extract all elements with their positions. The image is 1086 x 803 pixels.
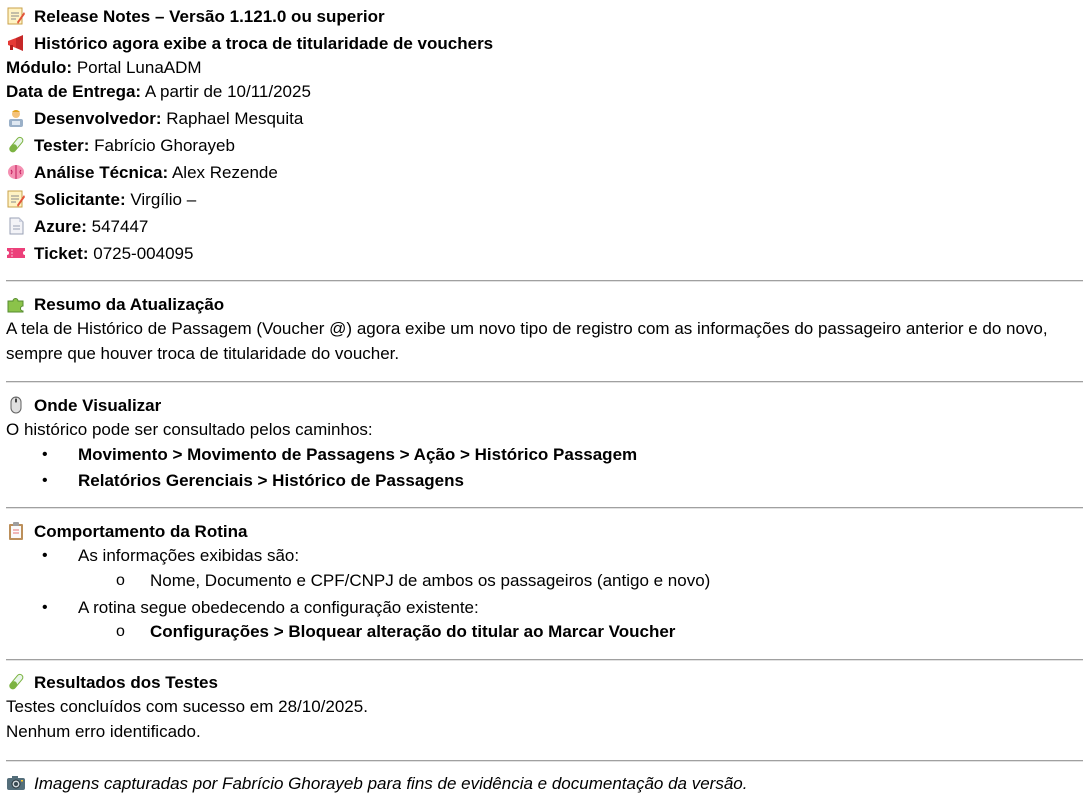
azure-value: 547447 — [91, 217, 149, 236]
ticket-value: 0725-004095 — [93, 244, 194, 263]
delivery-line — [6, 80, 311, 104]
summary-text: A tela de Histórico de Passagem (Voucher @) agora exibe um novo tipo de registro com as informações do passageiro anterior e do novo, sempre que houver troca de titularidade do voucher. — [6, 319, 1048, 363]
path-item-2: Relatórios Gerenciais > Histórico de Passagens — [78, 471, 464, 490]
test-tube-icon — [6, 135, 26, 155]
delivery-value: A partir de 10/11/2025 — [144, 82, 311, 101]
module-value: Portal LunaADM — [76, 58, 202, 77]
analysis-line — [6, 161, 278, 185]
tester-label: Tester: — [34, 136, 90, 155]
ticket-label: Ticket: — [34, 244, 89, 263]
tester-line — [6, 134, 235, 158]
bullet: • — [42, 472, 48, 489]
bullet: • — [42, 599, 48, 616]
where-heading-text: Onde Visualizar — [34, 396, 162, 415]
module-line — [6, 56, 202, 80]
path-item-1: Movimento > Movimento de Passagens > Ação > Histórico Passagem — [78, 445, 638, 464]
puzzle-icon — [6, 294, 26, 314]
footer-note: Imagens capturadas por Fabrício Ghorayeb para fins de evidência e documentação da versão. — [34, 774, 748, 793]
announcement-line — [6, 32, 493, 56]
azure-line — [6, 215, 148, 239]
analysis-value: Alex Rezende — [171, 163, 278, 182]
divider — [6, 760, 1083, 762]
clipboard-icon — [6, 521, 26, 541]
divider — [6, 381, 1083, 383]
requester-value: Virgílio – — [130, 190, 197, 209]
tests-line-2: Nenhum erro identificado. — [6, 722, 201, 741]
where-intro: O histórico pode ser consultado pelos caminhos: — [6, 420, 373, 439]
sub-bullet: o — [116, 623, 125, 640]
summary-heading-text: Resumo da Atualização — [34, 295, 225, 314]
behavior-item-2: A rotina segue obedecendo a configuração existente: — [78, 598, 479, 617]
footer-note-line — [6, 772, 747, 796]
divider — [6, 280, 1083, 282]
divider — [6, 659, 1083, 661]
tester-value: Fabrício Ghorayeb — [94, 136, 235, 155]
memo-icon — [6, 6, 26, 26]
bullet: • — [42, 547, 48, 564]
camera-icon — [6, 773, 26, 793]
where-heading — [6, 394, 161, 418]
divider — [6, 507, 1083, 509]
behavior-item-1-sub: Nome, Documento e CPF/CNPJ de ambos os passageiros (antigo e novo) — [150, 571, 711, 590]
module-label: Módulo: — [6, 58, 73, 77]
memo-icon — [6, 189, 26, 209]
sub-bullet: o — [116, 572, 125, 589]
ticket-icon — [6, 243, 26, 263]
behavior-heading — [6, 520, 247, 544]
test-tube-icon — [6, 672, 26, 692]
page-title: Release Notes – Versão 1.121.0 ou superior — [34, 7, 385, 26]
developer-icon — [6, 108, 26, 128]
behavior-heading-text: Comportamento da Rotina — [34, 522, 248, 541]
ticket-line — [6, 242, 193, 266]
brain-icon — [6, 162, 26, 182]
requester-label: Solicitante: — [34, 190, 126, 209]
behavior-item-1: As informações exibidas são: — [78, 546, 300, 565]
title-line — [6, 5, 385, 29]
delivery-label: Data de Entrega: — [6, 82, 142, 101]
azure-label: Azure: — [34, 217, 87, 236]
developer-value: Raphael Mesquita — [166, 109, 304, 128]
analysis-label: Análise Técnica: — [34, 163, 169, 182]
tests-line-1: Testes concluídos com sucesso em 28/10/2025. — [6, 697, 368, 716]
bullet: • — [42, 446, 48, 463]
megaphone-icon — [6, 33, 26, 53]
tests-heading-text: Resultados dos Testes — [34, 673, 218, 692]
requester-line — [6, 188, 196, 212]
announcement-text: Histórico agora exibe a troca de titularidade de vouchers — [34, 34, 494, 53]
developer-line — [6, 107, 303, 131]
developer-label: Desenvolvedor: — [34, 109, 162, 128]
tests-heading — [6, 671, 218, 695]
behavior-item-2-sub: Configurações > Bloquear alteração do titular ao Marcar Voucher — [150, 622, 676, 641]
mouse-icon — [6, 395, 26, 415]
page-icon — [6, 216, 26, 236]
summary-heading — [6, 293, 224, 317]
